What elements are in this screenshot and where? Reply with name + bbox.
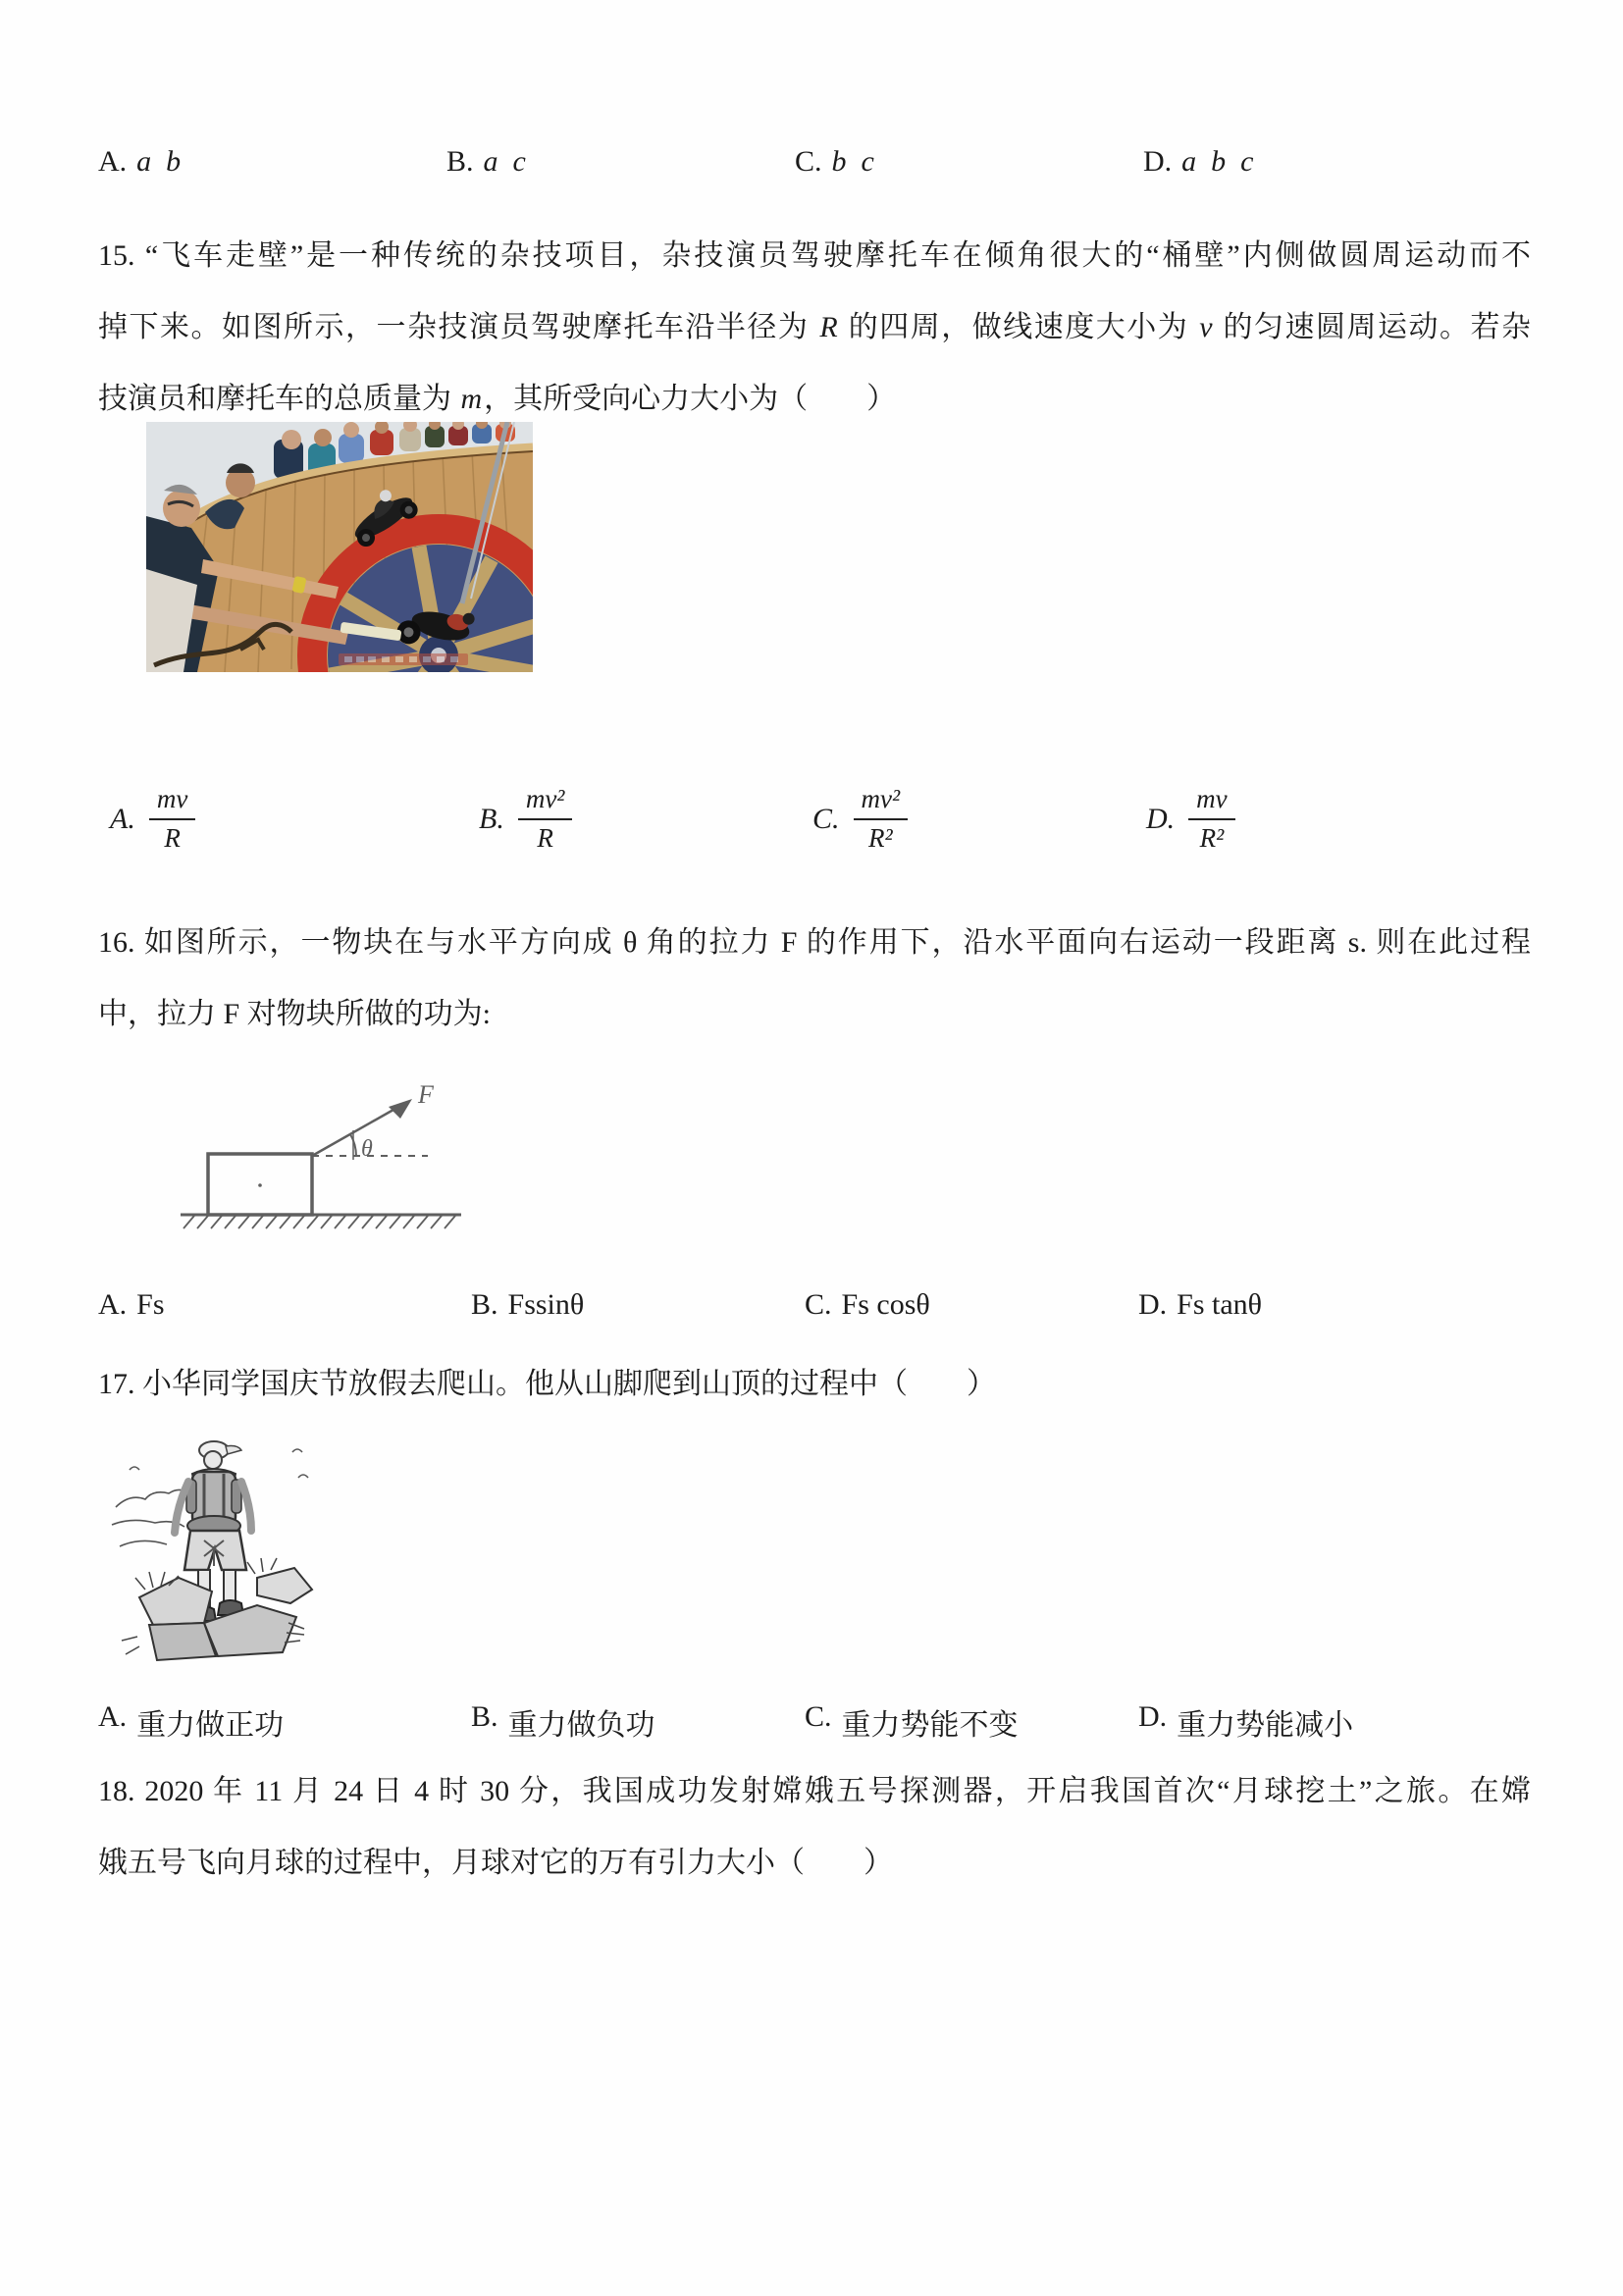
- question-18-line-1: 18. 2020 年 11 月 24 日 4 时 30 分，我国成功发射嫦娥五号探测器，开启我国首次“月球挖土”之旅。在嫦: [98, 1775, 1531, 1807]
- option-c: C. 重力势能不变: [805, 1700, 1019, 1742]
- wall-of-death-photo: [146, 422, 533, 672]
- bird-icon: [130, 1467, 139, 1470]
- option-label: A.: [98, 145, 128, 178]
- option-value: a c: [483, 145, 526, 178]
- option-label: D.: [1143, 145, 1173, 178]
- fraction: $\frac{mv}{R}$: [149, 783, 195, 856]
- force-label: F: [418, 1080, 434, 1109]
- option-label: C.: [795, 145, 822, 178]
- option-b: B. Fssinθ: [471, 1288, 585, 1321]
- question-15-options-row: [110, 783, 1552, 856]
- question-17-text: [98, 1348, 1531, 1420]
- question-17-line-1: 17. 小华同学国庆节放假去爬山。他从山脚爬到山顶的过程中（ ）: [98, 1368, 996, 1400]
- option-label: A.: [110, 802, 135, 835]
- option-b: [446, 145, 795, 179]
- question-18-line-2: 娥五号飞向月球的过程中，月球对它的万有引力大小（ ）: [98, 1847, 893, 1879]
- hiker-climbing-mountain-sketch: [110, 1431, 326, 1666]
- option-label: D.: [1146, 802, 1176, 835]
- variable-R: R: [819, 311, 838, 343]
- bird-icon: [298, 1475, 308, 1478]
- question-16-line-2: 中，拉力 F 对物块所做的功为:: [98, 998, 492, 1030]
- fraction: $\frac{\text{mv²}}{R}$: [518, 783, 573, 856]
- question-17-options-row: [98, 1700, 1550, 1744]
- watermark: [339, 653, 468, 665]
- fraction: $\frac{\text{mv²}}{\text{R²}}$: [854, 783, 909, 856]
- question-16-text: [98, 907, 1531, 1050]
- option-a: [110, 783, 479, 856]
- fraction: $\frac{mv}{\text{R²}}$: [1188, 783, 1234, 856]
- question-15-line-1: 15. “飞车走壁”是一种传统的杂技项目，杂技演员驾驶摩托车在倾角很大的“桶壁”内侧做圆周运动而不: [98, 239, 1531, 272]
- option-c: C. Fs cosθ: [805, 1288, 930, 1321]
- variable-v: v: [1199, 311, 1213, 343]
- question-15-line-3: 技演员和摩托车的总质量为 m，其所受向心力大小为（ ）: [98, 383, 897, 415]
- option-b: B. 重力做负功: [471, 1700, 655, 1742]
- question-15-text: [98, 220, 1531, 435]
- barrel-floor: [312, 529, 533, 672]
- question-15-line-2: 掉下来。如图所示，一杂技演员驾驶摩托车沿半径为 R 的四周，做线速度大小为 v 的匀速圆周运动。若杂: [98, 311, 1532, 343]
- block-pulled-at-angle-diagram: [126, 1071, 489, 1248]
- option-d: [1143, 145, 1254, 179]
- option-a: A. 重力做正功: [98, 1700, 285, 1742]
- option-value: a b: [136, 145, 182, 178]
- option-b: [479, 783, 812, 856]
- option-value: a b c: [1181, 145, 1254, 178]
- question-16-options-row: [98, 1288, 1550, 1322]
- bird-icon: [292, 1449, 302, 1452]
- option-c: [795, 145, 1143, 179]
- question-16-line-1: 16. 如图所示，一物块在与水平方向成 θ 角的拉力 F 的作用下，沿水平面向右运动一段距离 s. 则在此过程: [98, 926, 1531, 959]
- option-label: C.: [812, 802, 840, 835]
- question-14-options-row: [98, 145, 1550, 179]
- option-value: b c: [831, 145, 874, 178]
- option-label: B.: [479, 802, 504, 835]
- angle-label: θ: [361, 1136, 373, 1162]
- option-a: [98, 145, 446, 179]
- question-18-text: [98, 1755, 1531, 1899]
- option-label: B.: [446, 145, 474, 178]
- option-a: A. Fs: [98, 1288, 165, 1321]
- option-d: D. Fs tanθ: [1138, 1288, 1263, 1321]
- variable-m: m: [460, 383, 483, 415]
- option-d: D. 重力势能减小: [1138, 1700, 1354, 1742]
- option-c: [812, 783, 1146, 856]
- option-d: [1146, 783, 1235, 856]
